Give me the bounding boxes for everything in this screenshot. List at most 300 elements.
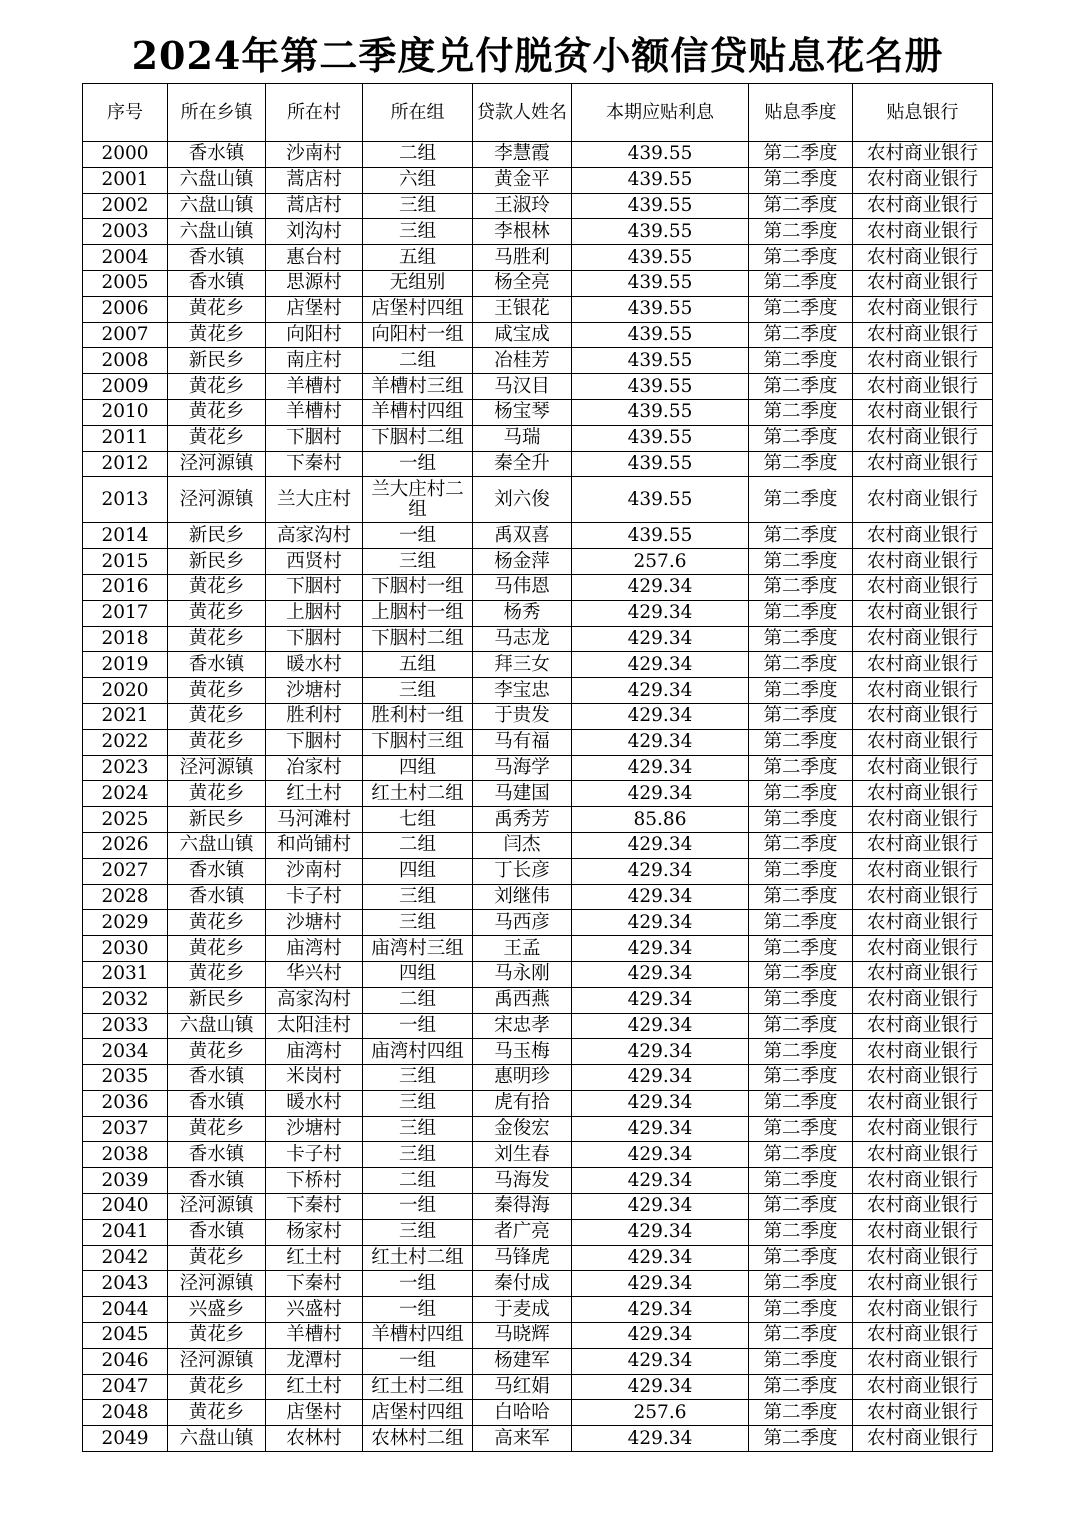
seq-cell: 2019 bbox=[83, 652, 168, 678]
table-row bbox=[83, 678, 993, 704]
borrower-cell: 马红娟 bbox=[473, 1374, 572, 1400]
table-row bbox=[83, 1348, 993, 1374]
seq-cell: 2043 bbox=[83, 1271, 168, 1297]
bank-cell: 农村商业银行 bbox=[853, 1400, 993, 1426]
village-cell: 羊槽村 bbox=[266, 1323, 363, 1349]
group-cell: 三组 bbox=[363, 549, 473, 575]
village-cell: 下桥村 bbox=[266, 1168, 363, 1194]
interest-cell: 429.34 bbox=[572, 1194, 749, 1220]
seq-cell: 2040 bbox=[83, 1194, 168, 1220]
borrower-cell: 马海学 bbox=[473, 755, 572, 781]
borrower-cell: 于贵发 bbox=[473, 703, 572, 729]
bank-cell: 农村商业银行 bbox=[853, 884, 993, 910]
group-cell: 三组 bbox=[363, 219, 473, 245]
bank-cell: 农村商业银行 bbox=[853, 1168, 993, 1194]
seq-cell: 2033 bbox=[83, 1013, 168, 1039]
interest-cell: 439.55 bbox=[572, 167, 749, 193]
township-cell: 泾河源镇 bbox=[168, 1271, 266, 1297]
borrower-cell: 刘六俊 bbox=[473, 477, 572, 523]
borrower-cell: 马西彦 bbox=[473, 910, 572, 936]
quarter-cell: 第二季度 bbox=[749, 1090, 853, 1116]
group-cell: 五组 bbox=[363, 652, 473, 678]
township-cell: 黄花乡 bbox=[168, 910, 266, 936]
quarter-cell: 第二季度 bbox=[749, 961, 853, 987]
group-cell: 三组 bbox=[363, 678, 473, 704]
borrower-cell: 刘继伟 bbox=[473, 884, 572, 910]
village-cell: 卡子村 bbox=[266, 884, 363, 910]
group-cell: 一组 bbox=[363, 451, 473, 477]
interest-cell: 439.55 bbox=[572, 270, 749, 296]
quarter-cell: 第二季度 bbox=[749, 832, 853, 858]
interest-cell: 429.34 bbox=[572, 987, 749, 1013]
borrower-cell: 马锋虎 bbox=[473, 1245, 572, 1271]
quarter-cell: 第二季度 bbox=[749, 858, 853, 884]
bank-cell: 农村商业银行 bbox=[853, 652, 993, 678]
interest-cell: 429.34 bbox=[572, 936, 749, 962]
township-cell: 黄花乡 bbox=[168, 781, 266, 807]
bank-cell: 农村商业银行 bbox=[853, 1116, 993, 1142]
township-cell: 黄花乡 bbox=[168, 936, 266, 962]
quarter-cell: 第二季度 bbox=[749, 374, 853, 400]
seq-cell: 2010 bbox=[83, 399, 168, 425]
group-cell: 一组 bbox=[363, 523, 473, 549]
bank-cell: 农村商业银行 bbox=[853, 1194, 993, 1220]
bank-cell: 农村商业银行 bbox=[853, 600, 993, 626]
interest-cell: 429.34 bbox=[572, 832, 749, 858]
bank-cell: 农村商业银行 bbox=[853, 832, 993, 858]
header-group: 所在组 bbox=[363, 84, 473, 142]
interest-cell: 439.55 bbox=[572, 425, 749, 451]
interest-cell: 439.55 bbox=[572, 142, 749, 168]
interest-cell: 429.34 bbox=[572, 729, 749, 755]
township-cell: 黄花乡 bbox=[168, 703, 266, 729]
seq-cell: 2024 bbox=[83, 781, 168, 807]
table-row bbox=[83, 1194, 993, 1220]
table-row bbox=[83, 755, 993, 781]
bank-cell: 农村商业银行 bbox=[853, 245, 993, 271]
quarter-cell: 第二季度 bbox=[749, 219, 853, 245]
township-cell: 新民乡 bbox=[168, 987, 266, 1013]
seq-cell: 2042 bbox=[83, 1245, 168, 1271]
seq-cell: 2014 bbox=[83, 523, 168, 549]
quarter-cell: 第二季度 bbox=[749, 142, 853, 168]
interest-cell: 429.34 bbox=[572, 781, 749, 807]
quarter-cell: 第二季度 bbox=[749, 652, 853, 678]
township-cell: 香水镇 bbox=[168, 245, 266, 271]
quarter-cell: 第二季度 bbox=[749, 755, 853, 781]
interest-cell: 439.55 bbox=[572, 296, 749, 322]
bank-cell: 农村商业银行 bbox=[853, 374, 993, 400]
group-cell: 一组 bbox=[363, 1297, 473, 1323]
group-cell: 向阳村一组 bbox=[363, 322, 473, 348]
group-cell: 四组 bbox=[363, 961, 473, 987]
township-cell: 香水镇 bbox=[168, 858, 266, 884]
bank-cell: 农村商业银行 bbox=[853, 142, 993, 168]
interest-cell: 429.34 bbox=[572, 1323, 749, 1349]
village-cell: 下秦村 bbox=[266, 1194, 363, 1220]
interest-cell: 429.34 bbox=[572, 626, 749, 652]
table-row bbox=[83, 399, 993, 425]
interest-cell: 429.34 bbox=[572, 1168, 749, 1194]
table-row bbox=[83, 322, 993, 348]
quarter-cell: 第二季度 bbox=[749, 1013, 853, 1039]
township-cell: 香水镇 bbox=[168, 652, 266, 678]
interest-cell: 429.34 bbox=[572, 1013, 749, 1039]
table-row bbox=[83, 884, 993, 910]
township-cell: 香水镇 bbox=[168, 1065, 266, 1091]
interest-cell: 429.34 bbox=[572, 1039, 749, 1065]
bank-cell: 农村商业银行 bbox=[853, 1013, 993, 1039]
township-cell: 黄花乡 bbox=[168, 425, 266, 451]
quarter-cell: 第二季度 bbox=[749, 1142, 853, 1168]
borrower-cell: 高来军 bbox=[473, 1426, 572, 1452]
seq-cell: 2006 bbox=[83, 296, 168, 322]
quarter-cell: 第二季度 bbox=[749, 1426, 853, 1452]
quarter-cell: 第二季度 bbox=[749, 348, 853, 374]
group-cell: 红土村二组 bbox=[363, 1374, 473, 1400]
bank-cell: 农村商业银行 bbox=[853, 523, 993, 549]
group-cell: 二组 bbox=[363, 348, 473, 374]
interest-cell: 429.34 bbox=[572, 574, 749, 600]
seq-cell: 2023 bbox=[83, 755, 168, 781]
township-cell: 黄花乡 bbox=[168, 1245, 266, 1271]
village-cell: 南庄村 bbox=[266, 348, 363, 374]
table-row bbox=[83, 1142, 993, 1168]
township-cell: 黄花乡 bbox=[168, 1400, 266, 1426]
interest-cell: 429.34 bbox=[572, 678, 749, 704]
table-row bbox=[83, 1271, 993, 1297]
borrower-cell: 王孟 bbox=[473, 936, 572, 962]
village-cell: 店堡村 bbox=[266, 296, 363, 322]
group-cell: 羊槽村四组 bbox=[363, 1323, 473, 1349]
borrower-cell: 马海发 bbox=[473, 1168, 572, 1194]
seq-cell: 2015 bbox=[83, 549, 168, 575]
group-cell: 二组 bbox=[363, 1168, 473, 1194]
township-cell: 香水镇 bbox=[168, 1090, 266, 1116]
seq-cell: 2002 bbox=[83, 193, 168, 219]
quarter-cell: 第二季度 bbox=[749, 322, 853, 348]
interest-cell: 429.34 bbox=[572, 1219, 749, 1245]
group-cell: 无组别 bbox=[363, 270, 473, 296]
table-row bbox=[83, 374, 993, 400]
group-cell: 七组 bbox=[363, 807, 473, 833]
group-cell: 店堡村四组 bbox=[363, 1400, 473, 1426]
header-bank: 贴息银行 bbox=[853, 84, 993, 142]
group-cell: 一组 bbox=[363, 1194, 473, 1220]
group-cell: 三组 bbox=[363, 884, 473, 910]
interest-cell: 85.86 bbox=[572, 807, 749, 833]
group-cell: 农林村二组 bbox=[363, 1426, 473, 1452]
interest-cell: 439.55 bbox=[572, 523, 749, 549]
village-cell: 蒿店村 bbox=[266, 167, 363, 193]
interest-cell: 429.34 bbox=[572, 1142, 749, 1168]
group-cell: 三组 bbox=[363, 1142, 473, 1168]
table-body bbox=[83, 142, 993, 1452]
township-cell: 六盘山镇 bbox=[168, 832, 266, 858]
village-cell: 米岗村 bbox=[266, 1065, 363, 1091]
bank-cell: 农村商业银行 bbox=[853, 219, 993, 245]
table-row bbox=[83, 549, 993, 575]
township-cell: 泾河源镇 bbox=[168, 1348, 266, 1374]
group-cell: 一组 bbox=[363, 1013, 473, 1039]
borrower-cell: 闫杰 bbox=[473, 832, 572, 858]
header-quarter: 贴息季度 bbox=[749, 84, 853, 142]
township-cell: 黄花乡 bbox=[168, 626, 266, 652]
quarter-cell: 第二季度 bbox=[749, 245, 853, 271]
borrower-cell: 冶桂芳 bbox=[473, 348, 572, 374]
borrower-cell: 禹秀芳 bbox=[473, 807, 572, 833]
page-title: 2024年第二季度兑付脱贫小额信贷贴息花名册 bbox=[131, 33, 944, 78]
quarter-cell: 第二季度 bbox=[749, 729, 853, 755]
interest-cell: 429.34 bbox=[572, 1065, 749, 1091]
group-cell: 三组 bbox=[363, 1065, 473, 1091]
seq-cell: 2028 bbox=[83, 884, 168, 910]
group-cell: 三组 bbox=[363, 1116, 473, 1142]
seq-cell: 2003 bbox=[83, 219, 168, 245]
bank-cell: 农村商业银行 bbox=[853, 1426, 993, 1452]
township-cell: 黄花乡 bbox=[168, 374, 266, 400]
interest-cell: 429.34 bbox=[572, 884, 749, 910]
subsidy-roster-table bbox=[82, 83, 993, 1452]
village-cell: 龙潭村 bbox=[266, 1348, 363, 1374]
township-cell: 黄花乡 bbox=[168, 1323, 266, 1349]
header-borrower: 贷款人姓名 bbox=[473, 84, 572, 142]
table-row bbox=[83, 626, 993, 652]
interest-cell: 439.55 bbox=[572, 348, 749, 374]
interest-cell: 257.6 bbox=[572, 549, 749, 575]
seq-cell: 2000 bbox=[83, 142, 168, 168]
quarter-cell: 第二季度 bbox=[749, 1245, 853, 1271]
header-seq: 序号 bbox=[83, 84, 168, 142]
table-row bbox=[83, 600, 993, 626]
interest-cell: 429.34 bbox=[572, 1116, 749, 1142]
header-village: 所在村 bbox=[266, 84, 363, 142]
township-cell: 黄花乡 bbox=[168, 1116, 266, 1142]
village-cell: 红土村 bbox=[266, 1245, 363, 1271]
village-cell: 刘沟村 bbox=[266, 219, 363, 245]
village-cell: 蒿店村 bbox=[266, 193, 363, 219]
village-cell: 店堡村 bbox=[266, 1400, 363, 1426]
village-cell: 高家沟村 bbox=[266, 523, 363, 549]
borrower-cell: 马玉梅 bbox=[473, 1039, 572, 1065]
township-cell: 六盘山镇 bbox=[168, 193, 266, 219]
seq-cell: 2044 bbox=[83, 1297, 168, 1323]
village-cell: 庙湾村 bbox=[266, 1039, 363, 1065]
township-cell: 黄花乡 bbox=[168, 1374, 266, 1400]
township-cell: 黄花乡 bbox=[168, 1039, 266, 1065]
borrower-cell: 刘生春 bbox=[473, 1142, 572, 1168]
group-cell: 兰大庄村二组 bbox=[363, 477, 473, 523]
quarter-cell: 第二季度 bbox=[749, 1219, 853, 1245]
interest-cell: 439.55 bbox=[572, 477, 749, 523]
township-cell: 六盘山镇 bbox=[168, 1013, 266, 1039]
village-cell: 沙南村 bbox=[266, 142, 363, 168]
bank-cell: 农村商业银行 bbox=[853, 1142, 993, 1168]
village-cell: 下胭村 bbox=[266, 425, 363, 451]
table-row bbox=[83, 1323, 993, 1349]
table-row bbox=[83, 451, 993, 477]
table-row bbox=[83, 703, 993, 729]
borrower-cell: 金俊宏 bbox=[473, 1116, 572, 1142]
interest-cell: 439.55 bbox=[572, 245, 749, 271]
table-row bbox=[83, 142, 993, 168]
quarter-cell: 第二季度 bbox=[749, 910, 853, 936]
group-cell: 二组 bbox=[363, 832, 473, 858]
table-row bbox=[83, 936, 993, 962]
group-cell: 下胭村二组 bbox=[363, 425, 473, 451]
township-cell: 黄花乡 bbox=[168, 322, 266, 348]
table-row bbox=[83, 832, 993, 858]
table-row bbox=[83, 987, 993, 1013]
group-cell: 下胭村一组 bbox=[363, 574, 473, 600]
table-row bbox=[83, 910, 993, 936]
group-cell: 下胭村二组 bbox=[363, 626, 473, 652]
bank-cell: 农村商业银行 bbox=[853, 167, 993, 193]
quarter-cell: 第二季度 bbox=[749, 1374, 853, 1400]
bank-cell: 农村商业银行 bbox=[853, 703, 993, 729]
seq-cell: 2032 bbox=[83, 987, 168, 1013]
borrower-cell: 杨全亮 bbox=[473, 270, 572, 296]
borrower-cell: 咸宝成 bbox=[473, 322, 572, 348]
bank-cell: 农村商业银行 bbox=[853, 1219, 993, 1245]
quarter-cell: 第二季度 bbox=[749, 193, 853, 219]
bank-cell: 农村商业银行 bbox=[853, 1374, 993, 1400]
quarter-cell: 第二季度 bbox=[749, 626, 853, 652]
table-row bbox=[83, 270, 993, 296]
bank-cell: 农村商业银行 bbox=[853, 574, 993, 600]
seq-cell: 2027 bbox=[83, 858, 168, 884]
bank-cell: 农村商业银行 bbox=[853, 858, 993, 884]
interest-cell: 429.34 bbox=[572, 1348, 749, 1374]
interest-cell: 429.34 bbox=[572, 652, 749, 678]
quarter-cell: 第二季度 bbox=[749, 477, 853, 523]
table-row bbox=[83, 523, 993, 549]
borrower-cell: 马汉目 bbox=[473, 374, 572, 400]
seq-cell: 2047 bbox=[83, 1374, 168, 1400]
quarter-cell: 第二季度 bbox=[749, 1323, 853, 1349]
interest-cell: 429.34 bbox=[572, 1090, 749, 1116]
seq-cell: 2012 bbox=[83, 451, 168, 477]
bank-cell: 农村商业银行 bbox=[853, 1039, 993, 1065]
borrower-cell: 于麦成 bbox=[473, 1297, 572, 1323]
seq-cell: 2029 bbox=[83, 910, 168, 936]
group-cell: 店堡村四组 bbox=[363, 296, 473, 322]
interest-cell: 429.34 bbox=[572, 600, 749, 626]
bank-cell: 农村商业银行 bbox=[853, 936, 993, 962]
borrower-cell: 马晓辉 bbox=[473, 1323, 572, 1349]
township-cell: 黄花乡 bbox=[168, 678, 266, 704]
group-cell: 羊槽村三组 bbox=[363, 374, 473, 400]
seq-cell: 2020 bbox=[83, 678, 168, 704]
table-row bbox=[83, 1065, 993, 1091]
seq-cell: 2039 bbox=[83, 1168, 168, 1194]
borrower-cell: 杨金萍 bbox=[473, 549, 572, 575]
township-cell: 香水镇 bbox=[168, 270, 266, 296]
township-cell: 香水镇 bbox=[168, 1168, 266, 1194]
interest-cell: 439.55 bbox=[572, 451, 749, 477]
header-interest: 本期应贴利息 bbox=[572, 84, 749, 142]
village-cell: 红土村 bbox=[266, 781, 363, 807]
seq-cell: 2013 bbox=[83, 477, 168, 523]
group-cell: 四组 bbox=[363, 858, 473, 884]
township-cell: 黄花乡 bbox=[168, 600, 266, 626]
seq-cell: 2022 bbox=[83, 729, 168, 755]
group-cell: 庙湾村三组 bbox=[363, 936, 473, 962]
group-cell: 三组 bbox=[363, 1090, 473, 1116]
township-cell: 黄花乡 bbox=[168, 961, 266, 987]
village-cell: 红土村 bbox=[266, 1374, 363, 1400]
bank-cell: 农村商业银行 bbox=[853, 678, 993, 704]
group-cell: 一组 bbox=[363, 1348, 473, 1374]
interest-cell: 429.34 bbox=[572, 755, 749, 781]
interest-cell: 429.34 bbox=[572, 1245, 749, 1271]
village-cell: 羊槽村 bbox=[266, 399, 363, 425]
borrower-cell: 王淑玲 bbox=[473, 193, 572, 219]
village-cell: 暖水村 bbox=[266, 1090, 363, 1116]
interest-cell: 429.34 bbox=[572, 1374, 749, 1400]
quarter-cell: 第二季度 bbox=[749, 167, 853, 193]
bank-cell: 农村商业银行 bbox=[853, 477, 993, 523]
seq-cell: 2034 bbox=[83, 1039, 168, 1065]
village-cell: 下胭村 bbox=[266, 574, 363, 600]
village-cell: 卡子村 bbox=[266, 1142, 363, 1168]
interest-cell: 439.55 bbox=[572, 399, 749, 425]
bank-cell: 农村商业银行 bbox=[853, 348, 993, 374]
village-cell: 沙塘村 bbox=[266, 1116, 363, 1142]
seq-cell: 2048 bbox=[83, 1400, 168, 1426]
village-cell: 下胭村 bbox=[266, 729, 363, 755]
borrower-cell: 李宝忠 bbox=[473, 678, 572, 704]
borrower-cell: 拜三女 bbox=[473, 652, 572, 678]
seq-cell: 2018 bbox=[83, 626, 168, 652]
seq-cell: 2031 bbox=[83, 961, 168, 987]
seq-cell: 2038 bbox=[83, 1142, 168, 1168]
borrower-cell: 马永刚 bbox=[473, 961, 572, 987]
quarter-cell: 第二季度 bbox=[749, 399, 853, 425]
bank-cell: 农村商业银行 bbox=[853, 322, 993, 348]
table-row bbox=[83, 729, 993, 755]
seq-cell: 2009 bbox=[83, 374, 168, 400]
table-row bbox=[83, 574, 993, 600]
bank-cell: 农村商业银行 bbox=[853, 755, 993, 781]
village-cell: 和尚铺村 bbox=[266, 832, 363, 858]
quarter-cell: 第二季度 bbox=[749, 549, 853, 575]
borrower-cell: 马建国 bbox=[473, 781, 572, 807]
table-row bbox=[83, 425, 993, 451]
seq-cell: 2045 bbox=[83, 1323, 168, 1349]
interest-cell: 429.34 bbox=[572, 1271, 749, 1297]
bank-cell: 农村商业银行 bbox=[853, 270, 993, 296]
seq-cell: 2001 bbox=[83, 167, 168, 193]
borrower-cell: 虎有拾 bbox=[473, 1090, 572, 1116]
seq-cell: 2021 bbox=[83, 703, 168, 729]
interest-cell: 439.55 bbox=[572, 322, 749, 348]
interest-cell: 429.34 bbox=[572, 858, 749, 884]
quarter-cell: 第二季度 bbox=[749, 1400, 853, 1426]
seq-cell: 2016 bbox=[83, 574, 168, 600]
township-cell: 香水镇 bbox=[168, 142, 266, 168]
interest-cell: 257.6 bbox=[572, 1400, 749, 1426]
quarter-cell: 第二季度 bbox=[749, 1194, 853, 1220]
township-cell: 六盘山镇 bbox=[168, 167, 266, 193]
bank-cell: 农村商业银行 bbox=[853, 549, 993, 575]
township-cell: 泾河源镇 bbox=[168, 451, 266, 477]
village-cell: 马河滩村 bbox=[266, 807, 363, 833]
bank-cell: 农村商业银行 bbox=[853, 910, 993, 936]
table-row bbox=[83, 245, 993, 271]
table-row bbox=[83, 219, 993, 245]
bank-cell: 农村商业银行 bbox=[853, 193, 993, 219]
